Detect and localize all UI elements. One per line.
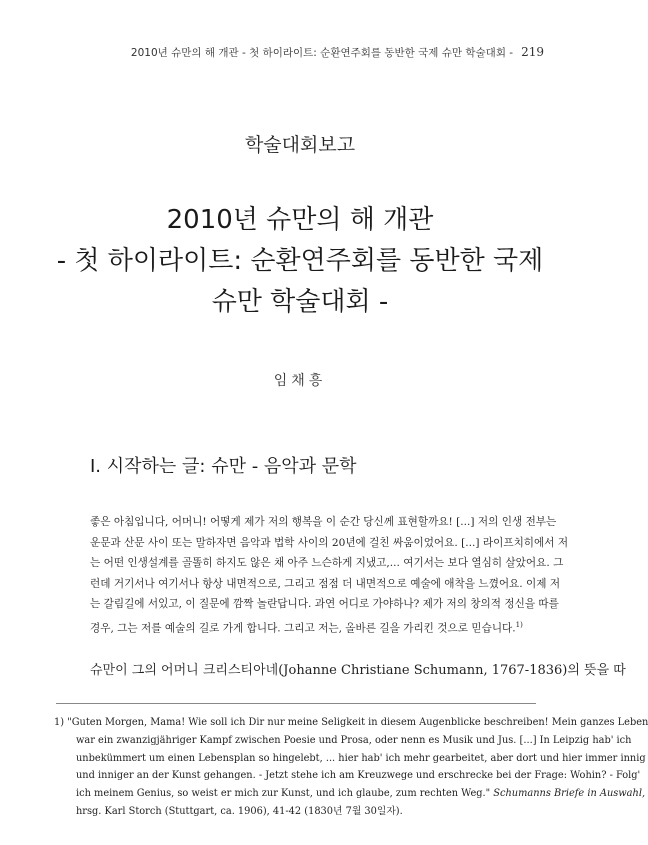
page-number: 219 (521, 45, 544, 59)
running-head-title: 2010년 슈만의 해 개관 - 첫 하이라이트: 순환연주회를 동반한 국제 슈만 학술대회 - (130, 47, 514, 59)
quote-line: 운문과 산문 사이 또는 말하자면 음악과 법학 사이의 20년에 걸친 싸움이었어요. [...] 라이프치히에서 저 (90, 536, 569, 549)
running-head (131, 45, 544, 60)
quote-line: 좋은 아침입니다, 어머니! 어떻게 제가 저의 행복을 이 순간 당신께 표현할까요! [...] 저의 인생 전부는 (90, 516, 557, 528)
quote-line: 는 어떤 인생설계를 골똘히 하지도 않은 채 아주 느슨하게 지냈고,... 여기서는 보다 열심히 살았어요. 그 (90, 557, 564, 570)
footnote-divider (56, 703, 536, 704)
footnote-line (54, 714, 648, 732)
footnote-line: war ein zwanzigjähriger Kampf zwischen Poesie und Prosa, oder nenn es Musik und Jus. [...] In Leipzig hab' ich (76, 734, 632, 746)
body-paragraph: 슈만이 그의 어머니 크리스티아네(Johanne Christiane Schumann, 1767-1836)의 뜻을 따 (90, 663, 626, 678)
article-title (0, 200, 600, 323)
author-name: 임채흥 (273, 373, 327, 389)
footnote-line: unbekümmert um einen Lebensplan so hingelebt, ... hier hab' ich mehr gearbeitet, aber dort und hier immer innig (76, 752, 646, 764)
quote-line-text: 경우, 그는 저를 예술의 길로 가게 합니다. 그리고 저는, 올바른 길을 가리킨 것으로 믿습니다. (90, 622, 516, 635)
quote-line: 런데 거기서나 여기서나 항상 내면적으로, 그리고 점점 더 내면적으로 예술에 애착을 느꼈어요. 이제 저 (90, 577, 561, 590)
quote-line: 는 갈림길에 서있고, 이 질문에 깜짝 놀란답니다. 과연 어디로 가야하나? 제가 저의 창의적 정신을 따를 (90, 598, 559, 611)
footnote-line (76, 785, 646, 803)
title-line: 슈만 학술대회 - (211, 287, 389, 317)
footnote-number: 1) (54, 717, 65, 728)
section-label: 학술대회보고 (244, 134, 356, 156)
footnote-reference[interactable]: 1) (515, 620, 523, 629)
section-heading: I. 시작하는 글: 슈만 - 음악과 문학 (90, 456, 357, 477)
footnote-text: ich meinem Genius, so weist er mich zur Kunst, und ich glaube, zum rechten Weg." (76, 788, 491, 800)
quote-line (90, 615, 523, 639)
footnote (54, 714, 648, 821)
block-quote (90, 512, 569, 639)
citation-title: Schumanns Briefe in Auswahl, (493, 788, 646, 800)
footnote-text: "Guten Morgen, Mama! Wie soll ich Dir nur meine Seligkeit in diesem Augenblicke beschreiben! Mein ganzes Leben (67, 717, 648, 728)
title-line: - 첫 하이라이트: 순환연주회를 동반한 국제 (56, 246, 544, 276)
title-line: 2010년 슈만의 해 개관 (166, 205, 434, 235)
footnote-line: und inniger an der Kunst gehangen. - Jetzt stehe ich am Kreuzwege und erschrecke bei der Frage: Wohin? - Folg' (76, 770, 641, 782)
footnote-line: hrsg. Karl Storch (Stuttgart, ca. 1906), 41-42 (1830년 7월 30일자). (76, 805, 403, 817)
